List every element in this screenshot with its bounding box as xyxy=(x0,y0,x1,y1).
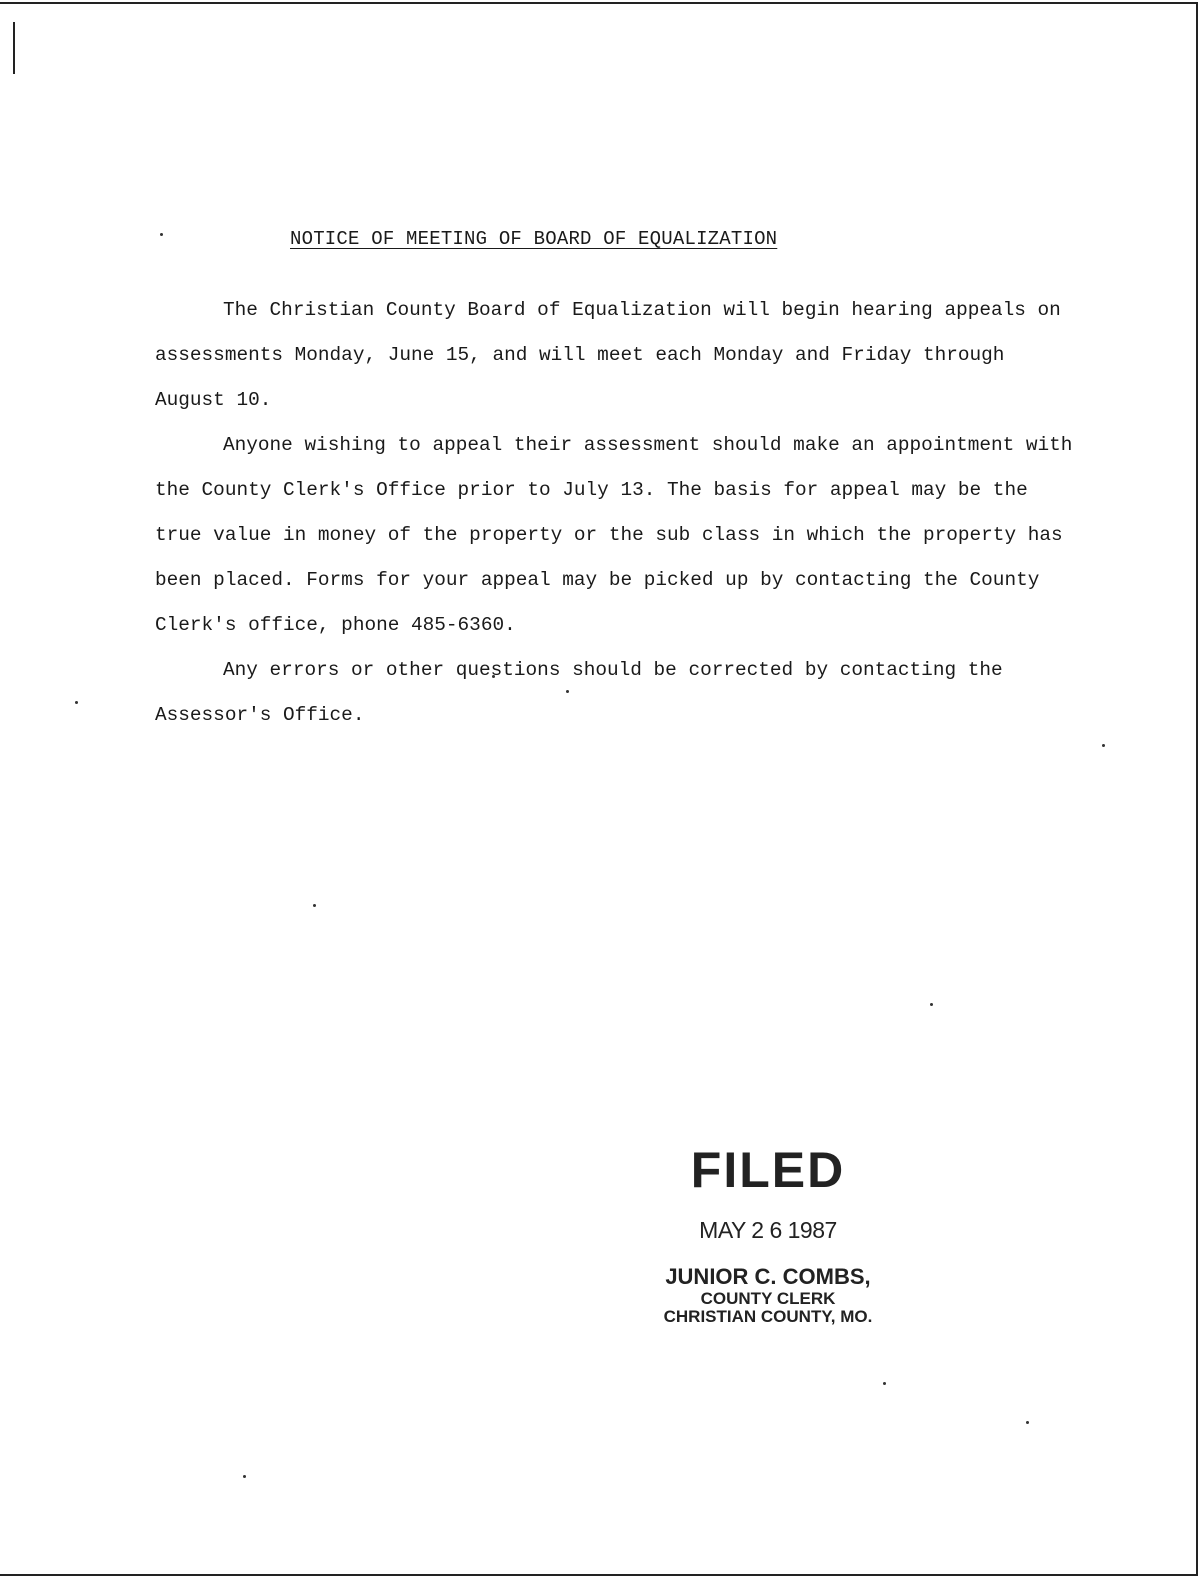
scan-border-bottom xyxy=(0,1574,1196,1576)
stamp-clerk-name: JUNIOR C. COMBS, xyxy=(665,1264,871,1289)
filed-stamp xyxy=(600,1140,890,1326)
notice-title: NOTICE OF MEETING OF BOARD OF EQUALIZATION xyxy=(290,228,778,250)
scan-speck xyxy=(883,1382,886,1385)
scan-speck xyxy=(243,1475,246,1478)
notice-paragraph-hearing-dates: The Christian County Board of Equalization will begin hearing appeals on assessments Monday, June 15, and will meet each Monday and Friday through August 10. xyxy=(155,299,1061,411)
scan-speck xyxy=(75,701,78,704)
scan-speck xyxy=(930,1003,933,1006)
scan-speck xyxy=(1026,1421,1029,1424)
stamp-filed-label: FILED xyxy=(690,1142,846,1198)
scan-speck xyxy=(1102,744,1105,747)
scan-border-top xyxy=(0,2,1196,4)
notice-paragraph-appeal-instructions: Anyone wishing to appeal their assessment should make an appointment with the County Clerk's Office prior to July 13. The basis for appeal may be the true value in money of the property or the sub class in which the property has been placed. Forms for your appeal may be picked up by contacting the County Clerk's office, phone 485-6360. xyxy=(155,434,1073,636)
stamp-county: CHRISTIAN COUNTY, MO. xyxy=(663,1307,873,1326)
scan-speck xyxy=(313,904,316,907)
scan-mark-left xyxy=(13,22,15,74)
notice-body xyxy=(155,288,1085,738)
scan-border-right xyxy=(1196,2,1198,1576)
scan-speck xyxy=(160,233,163,236)
stamp-clerk-office: COUNTY CLERK xyxy=(700,1289,836,1308)
notice-paragraph-errors: Any errors or other questions should be corrected by contacting the Assessor's Office. xyxy=(155,659,1003,726)
stamp-date: MAY 2 6 1987 xyxy=(699,1217,837,1243)
